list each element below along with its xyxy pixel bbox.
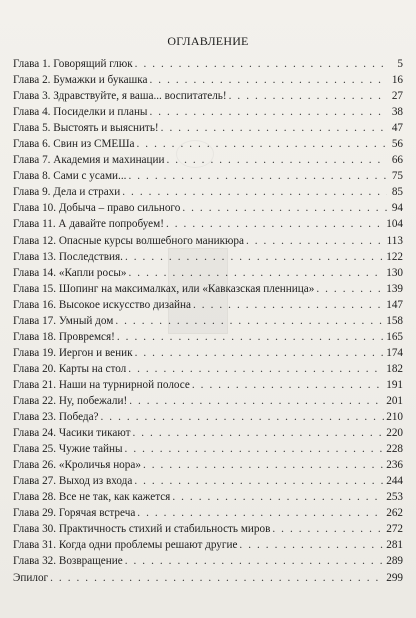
dot-leader [239,537,384,553]
toc-entry-label: Глава 29. Горячая встреча [13,507,136,520]
toc-entry[interactable] [13,216,403,232]
dot-leader [172,489,384,505]
toc-entry-label: Глава 1. Говорящий глюк [13,58,133,70]
dot-leader [135,345,385,361]
toc-entry[interactable] [13,104,403,120]
toc-entry-page: 236 [386,459,403,472]
toc-entry-label: Глава 22. Ну, побежали! [13,394,128,407]
table-of-contents [13,56,403,586]
toc-entry-page: 244 [386,475,403,488]
toc-entry-label: Глава 10. Добыча – право сильного [13,202,181,215]
toc-entry[interactable] [13,249,403,265]
dot-leader [50,570,384,586]
toc-entry-label: Глава 18. Провремся! [13,330,115,343]
toc-entry-page: 220 [386,427,403,440]
dot-leader [101,409,385,425]
toc-entry-page: 272 [386,523,403,536]
toc-entry[interactable] [13,329,403,345]
toc-entry[interactable] [13,521,403,537]
dot-leader [316,281,384,297]
toc-entry-label: Эпилог [13,571,49,584]
dot-leader [117,329,384,345]
dot-leader [134,473,384,489]
toc-entry-label: Глава 13. Последствия. [13,250,123,263]
toc-entry-page: 122 [386,250,403,263]
toc-entry[interactable] [13,88,403,104]
toc-entry-page: 299 [386,571,403,584]
toc-entry-label: Глава 7. Академия и махинации [13,154,165,167]
dot-leader [136,136,387,152]
toc-entry-label: Глава 25. Чужие тайны [13,443,123,456]
toc-entry-page: 38 [391,106,403,119]
toc-entry-label: Глава 19. Иергон и веник [13,346,133,359]
toc-entry-page: 191 [386,378,403,391]
dot-leader [125,441,385,457]
toc-entry-label: Глава 8. Сами с усами... [13,170,127,183]
dot-leader [129,393,384,409]
toc-entry[interactable] [13,505,403,521]
dot-leader [161,120,387,136]
toc-entry-label: Глава 17. Умный дом [13,314,114,327]
toc-entry[interactable] [13,297,403,313]
toc-entry-page: 289 [386,555,403,568]
toc-entry-label: Глава 12. Опасные курсы волшебного маникюра [13,234,244,247]
toc-entry[interactable] [13,72,403,88]
toc-entry-page: 174 [386,346,403,359]
toc-entry-page: 113 [386,234,403,247]
toc-entry[interactable] [13,409,403,425]
dot-leader [246,233,385,249]
toc-entry-label: Глава 11. А давайте попробуем! [13,218,164,231]
toc-entry-page: 66 [391,154,403,167]
dot-leader [135,56,387,72]
toc-entry[interactable] [13,441,403,457]
toc-entry-label: Глава 4. Посиделки и планы [13,106,148,119]
dot-leader [122,184,387,200]
dot-leader [143,457,384,473]
toc-entry-label: Глава 14. «Капли росы» [13,266,127,279]
dot-leader [182,200,387,216]
dot-leader [166,152,387,168]
dot-leader [166,216,384,232]
toc-entry-label: Глава 28. Все не так, как кажется [13,491,171,504]
toc-entry[interactable] [13,377,403,393]
dot-leader [272,521,384,537]
toc-entry-page: 56 [391,138,403,151]
toc-entry-label: Глава 21. Наши на турнирной полосе [13,378,190,391]
toc-entry-page: 27 [391,90,403,103]
dot-leader [125,553,385,569]
toc-entry-page: 75 [391,170,403,183]
toc-entry[interactable] [13,425,403,441]
toc-entry-label: Глава 9. Дела и страхи [13,186,121,199]
dot-leader [229,88,387,104]
toc-entry[interactable] [13,152,403,168]
toc-entry-label: Глава 32. Возвращение [13,555,123,568]
toc-entry-label: Глава 31. Когда одни проблемы решают другие [13,539,238,552]
toc-entry-label: Глава 15. Шопинг на максималках, или «Кавказская пленница» [13,282,315,295]
toc-entry[interactable] [13,473,403,489]
toc-entry-label: Глава 27. Выход из входа [13,475,133,488]
toc-entry-label: Глава 2. Бумажки и букашка [13,74,148,87]
toc-entry-label: Глава 30. Практичность стихий и стабильность миров [13,523,271,536]
toc-entry-page: 94 [391,202,403,215]
dot-leader [128,361,384,377]
toc-entry-page: 47 [391,122,403,135]
toc-entry[interactable] [13,553,403,569]
dot-leader [150,72,388,88]
toc-entry-page: 253 [386,491,403,504]
toc-entry-label: Глава 24. Часики тикают [13,427,131,440]
toc-entry[interactable] [13,265,403,281]
toc-entry-page: 139 [386,282,403,295]
toc-entry[interactable] [13,233,403,249]
toc-entry-label: Глава 16. Высокое искусство дизайна [13,298,191,311]
toc-entry[interactable] [13,281,403,297]
toc-entry[interactable] [13,120,403,136]
toc-entry-page: 158 [386,314,403,327]
toc-entry-page: 262 [386,507,403,520]
dot-leader [149,104,387,120]
toc-entry-page: 130 [386,266,403,279]
toc-entry-label: Глава 6. Свин из СМЕШа [13,138,135,151]
toc-entry-page: 5 [397,58,403,70]
toc-entry[interactable] [13,184,403,200]
toc-entry-page: 85 [391,186,403,199]
toc-entry-label: Глава 26. «Кроличья нора» [13,459,141,472]
toc-entry-page: 165 [386,330,403,343]
toc-entry[interactable] [13,489,403,505]
toc-entry[interactable] [13,168,403,184]
toc-entry-page: 147 [386,298,403,311]
toc-entry-page: 281 [386,539,403,552]
dot-leader [193,297,384,313]
dot-leader [137,505,384,521]
toc-entry[interactable] [13,136,403,152]
dot-leader [115,313,384,329]
toc-entry[interactable] [13,361,403,377]
toc-entry[interactable] [13,393,403,409]
toc-entry-page: 16 [391,74,403,87]
toc-entry-label: Глава 5. Выстоять и выяснить! [13,122,159,135]
toc-entry[interactable] [13,56,403,72]
dot-leader [128,168,387,184]
toc-entry-page: 210 [386,411,403,424]
toc-entry-page: 104 [386,218,403,231]
toc-entry-page: 182 [386,362,403,375]
toc-entry[interactable] [13,313,403,329]
dot-leader [132,425,384,441]
page-title: ОГЛАВЛЕНИЕ [167,34,249,48]
toc-entry[interactable] [13,457,403,473]
toc-entry-label: Глава 20. Карты на стол [13,362,127,375]
toc-entry[interactable] [13,200,403,216]
toc-entry-label: Глава 3. Здравствуйте, я ваша... воспитатель! [13,90,227,103]
toc-entry-page: 201 [386,394,403,407]
toc-entry[interactable] [13,570,403,586]
toc-entry-label: Глава 23. Победа? [13,411,99,424]
toc-entry[interactable] [13,537,403,553]
dot-leader [192,377,384,393]
toc-entry[interactable] [13,345,403,361]
dot-leader [128,265,384,281]
dot-leader [125,249,384,265]
toc-entry-page: 228 [386,443,403,456]
